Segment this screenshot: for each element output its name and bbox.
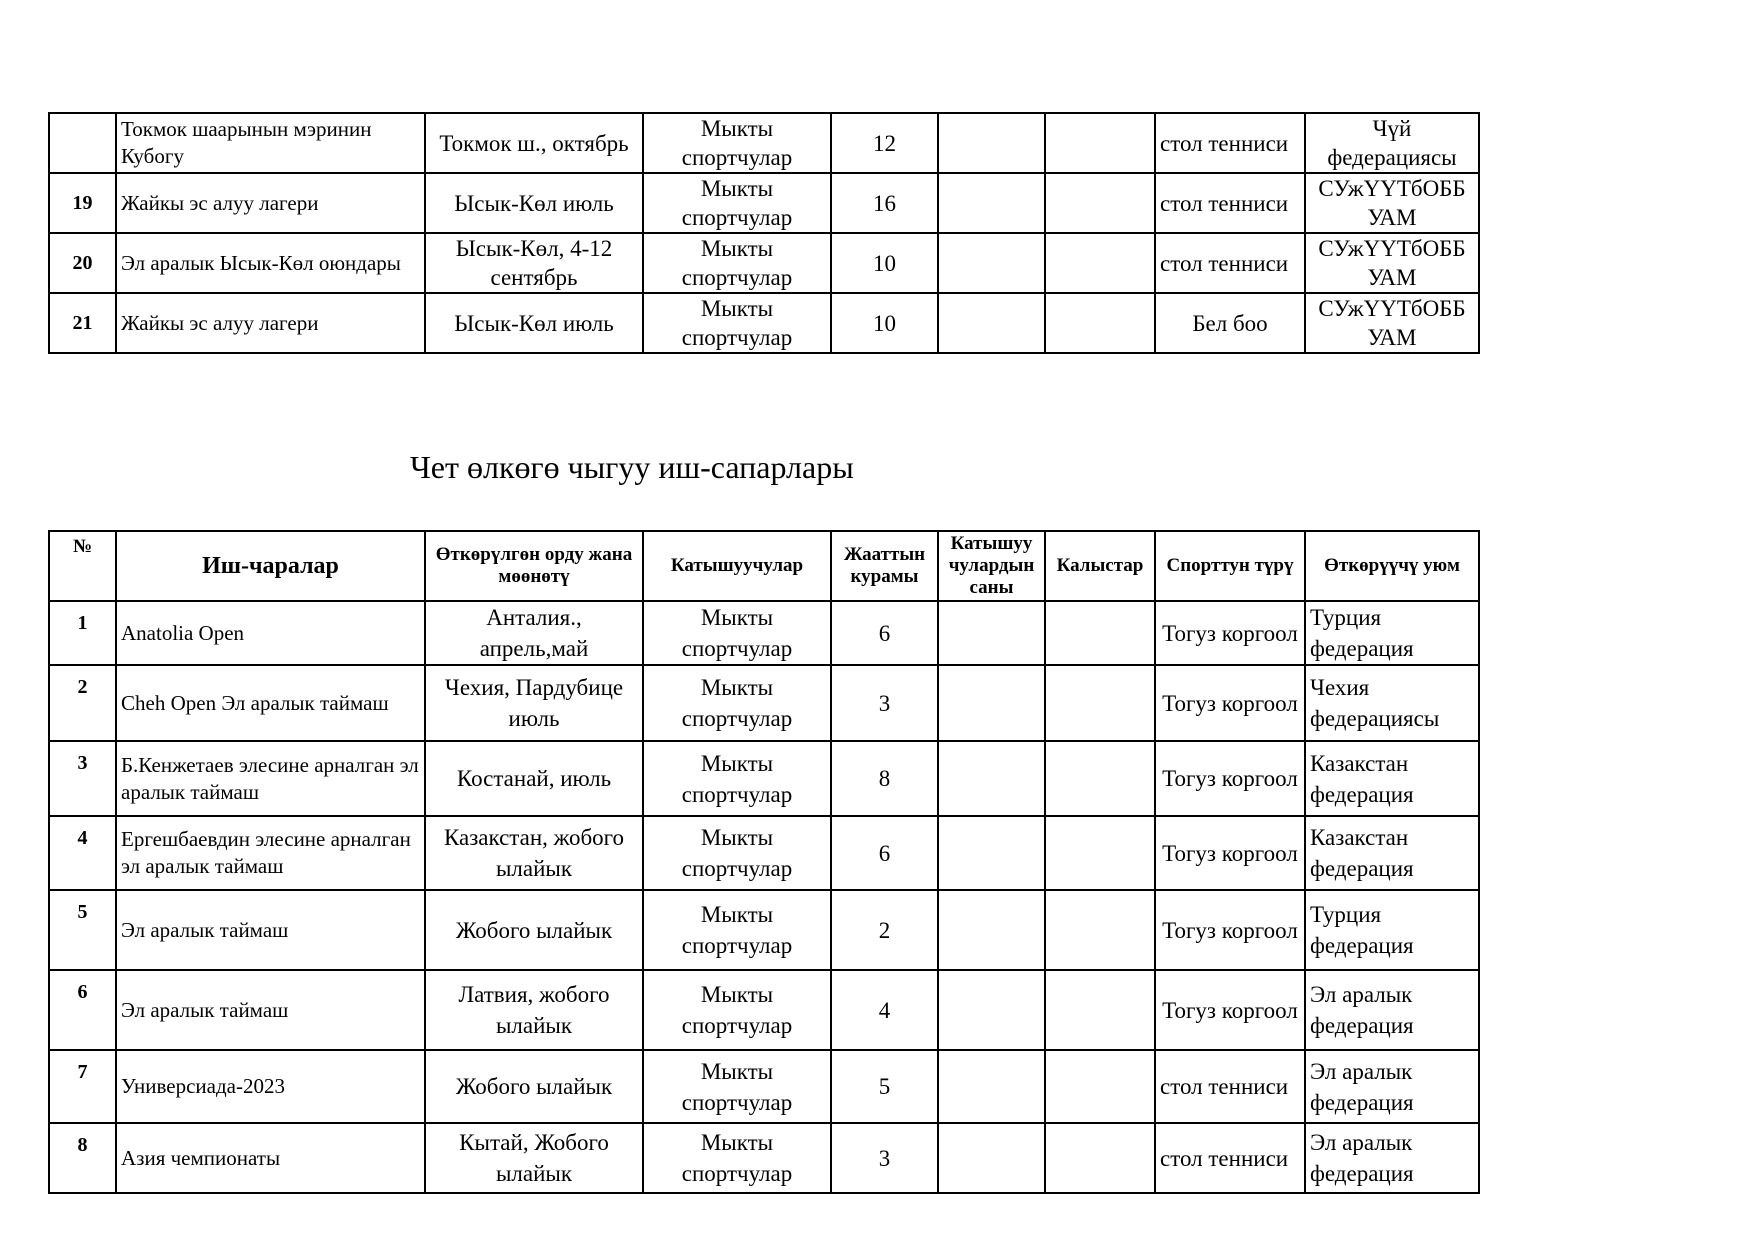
event-place: Анталия., апрель,май (425, 601, 643, 665)
participant-count (938, 173, 1045, 233)
team-size: 3 (831, 665, 938, 741)
table-row (49, 601, 1479, 665)
team-size: 6 (831, 816, 938, 890)
table-row (49, 233, 1479, 293)
event-name: Азия чемпионаты (116, 1123, 425, 1193)
judges (1045, 1050, 1155, 1123)
event-participants: Мыкты спортчулар (643, 665, 831, 741)
header-number: № (49, 531, 116, 601)
header-judges: Калыстар (1045, 531, 1155, 601)
sport-type: стол тенниси (1155, 1123, 1305, 1193)
participant-count (938, 890, 1045, 970)
event-place: Ысык-Көл июль (425, 293, 643, 353)
organizer: Турция федерация (1305, 890, 1479, 970)
row-number: 2 (49, 665, 116, 741)
judges (1045, 741, 1155, 816)
event-place: Кытай, Жобого ылайык (425, 1123, 643, 1193)
team-size: 10 (831, 233, 938, 293)
judges (1045, 890, 1155, 970)
participant-count (938, 1123, 1045, 1193)
sport-type: стол тенниси (1155, 1050, 1305, 1123)
judges (1045, 173, 1155, 233)
team-size: 5 (831, 1050, 938, 1123)
participant-count (938, 970, 1045, 1050)
participant-count (938, 1050, 1045, 1123)
event-place: Ысык-Көл июль (425, 173, 643, 233)
event-participants: Мыкты спортчулар (643, 741, 831, 816)
table-row (49, 1050, 1479, 1123)
table-row (49, 293, 1479, 353)
participant-count (938, 741, 1045, 816)
organizer: Эл аралык федерация (1305, 1050, 1479, 1123)
table-row (49, 970, 1479, 1050)
event-name: Эл аралык Ысык-Көл оюндары (116, 233, 425, 293)
judges (1045, 970, 1155, 1050)
event-participants: Мыкты спортчулар (643, 816, 831, 890)
event-participants: Мыкты спортчулар (643, 1123, 831, 1193)
header-organizer: Өткөрүүчү уюм (1305, 531, 1479, 601)
event-place: Ысык-Көл, 4-12 сентябрь (425, 233, 643, 293)
event-name: Б.Кенжетаев элесине арналган эл аралык таймаш (116, 741, 425, 816)
participant-count (938, 601, 1045, 665)
event-name: Жайкы эс алуу лагери (116, 173, 425, 233)
table-row (49, 1123, 1479, 1193)
row-number: 5 (49, 890, 116, 970)
participant-count (938, 665, 1045, 741)
events-table-continued (48, 112, 1480, 354)
organizer: Эл аралык федерация (1305, 1123, 1479, 1193)
section-title: Чет өлкөгө чыгуу иш-сапарлары (410, 449, 854, 485)
team-size: 3 (831, 1123, 938, 1193)
row-number: 21 (49, 293, 116, 353)
header-count: Катышуу чулардын саны (938, 531, 1045, 601)
organizer: Казакстан федерация (1305, 741, 1479, 816)
row-number: 1 (49, 601, 116, 665)
judges (1045, 816, 1155, 890)
header-event: Иш-чаралар (116, 531, 425, 601)
event-name: Универсиада-2023 (116, 1050, 425, 1123)
participant-count (938, 113, 1045, 173)
table-row (49, 113, 1479, 173)
organizer: Чехия федерациясы (1305, 665, 1479, 741)
foreign-trips-table (48, 530, 1480, 1194)
team-size: 12 (831, 113, 938, 173)
participant-count (938, 816, 1045, 890)
sport-type: Тогуз коргоол (1155, 741, 1305, 816)
judges (1045, 293, 1155, 353)
event-participants: Мыкты спортчулар (643, 1050, 831, 1123)
team-size: 10 (831, 293, 938, 353)
sport-type: стол тенниси (1155, 233, 1305, 293)
row-number: 19 (49, 173, 116, 233)
header-sport: Спорттун түрү (1155, 531, 1305, 601)
sport-type: Тогуз коргоол (1155, 970, 1305, 1050)
event-name: Cheh Open Эл аралык таймаш (116, 665, 425, 741)
table-row (49, 173, 1479, 233)
organizer: СУжҮҮТбОББ УАМ (1305, 233, 1479, 293)
participant-count (938, 293, 1045, 353)
table-header-row (49, 531, 1479, 601)
judges (1045, 665, 1155, 741)
event-name: Жайкы эс алуу лагери (116, 293, 425, 353)
event-place: Токмок ш., октябрь (425, 113, 643, 173)
header-participants: Катышуучулар (643, 531, 831, 601)
event-name: Эл аралык таймаш (116, 970, 425, 1050)
row-number: 7 (49, 1050, 116, 1123)
team-size: 16 (831, 173, 938, 233)
row-number: 8 (49, 1123, 116, 1193)
event-place: Жобого ылайык (425, 1050, 643, 1123)
organizer: Эл аралык федерация (1305, 970, 1479, 1050)
organizer: Турция федерация (1305, 601, 1479, 665)
sport-type: Тогуз коргоол (1155, 665, 1305, 741)
participant-count (938, 233, 1045, 293)
event-place: Костанай, июль (425, 741, 643, 816)
sport-type: Бел боо (1155, 293, 1305, 353)
sport-type: Тогуз коргоол (1155, 816, 1305, 890)
team-size: 6 (831, 601, 938, 665)
sport-type: стол тенниси (1155, 113, 1305, 173)
organizer: СУжҮҮТбОББ УАМ (1305, 173, 1479, 233)
judges (1045, 233, 1155, 293)
event-name: Ергешбаевдин элесине арналган эл аралык таймаш (116, 816, 425, 890)
judges (1045, 601, 1155, 665)
event-participants: Мыкты спортчулар (643, 970, 831, 1050)
table-row (49, 890, 1479, 970)
sport-type: Тогуз коргоол (1155, 890, 1305, 970)
header-place: Өткөрүлгөн орду жана мөөнөтү (425, 531, 643, 601)
event-participants: Мыкты спортчулар (643, 113, 831, 173)
table-row (49, 665, 1479, 741)
sport-type: Тогуз коргоол (1155, 601, 1305, 665)
event-place: Латвия, жобого ылайык (425, 970, 643, 1050)
team-size: 2 (831, 890, 938, 970)
row-number: 20 (49, 233, 116, 293)
event-place: Чехия, Пардубице июль (425, 665, 643, 741)
table-row (49, 741, 1479, 816)
judges (1045, 1123, 1155, 1193)
row-number: 6 (49, 970, 116, 1050)
judges (1045, 113, 1155, 173)
table-row (49, 816, 1479, 890)
header-team: Жааттын курамы (831, 531, 938, 601)
row-number: 3 (49, 741, 116, 816)
team-size: 8 (831, 741, 938, 816)
row-number (49, 113, 116, 173)
event-place: Жобого ылайык (425, 890, 643, 970)
sport-type: стол тенниси (1155, 173, 1305, 233)
event-participants: Мыкты спортчулар (643, 890, 831, 970)
event-name: Токмок шаарынын мэринин Кубогу (116, 113, 425, 173)
organizer: СУжҮҮТбОББ УАМ (1305, 293, 1479, 353)
event-place: Казакстан, жобого ылайык (425, 816, 643, 890)
event-name: Anatolia Open (116, 601, 425, 665)
organizer: Чүй федерациясы (1305, 113, 1479, 173)
event-participants: Мыкты спортчулар (643, 293, 831, 353)
event-participants: Мыкты спортчулар (643, 233, 831, 293)
team-size: 4 (831, 970, 938, 1050)
event-participants: Мыкты спортчулар (643, 601, 831, 665)
event-participants: Мыкты спортчулар (643, 173, 831, 233)
organizer: Казакстан федерация (1305, 816, 1479, 890)
event-name: Эл аралык таймаш (116, 890, 425, 970)
row-number: 4 (49, 816, 116, 890)
